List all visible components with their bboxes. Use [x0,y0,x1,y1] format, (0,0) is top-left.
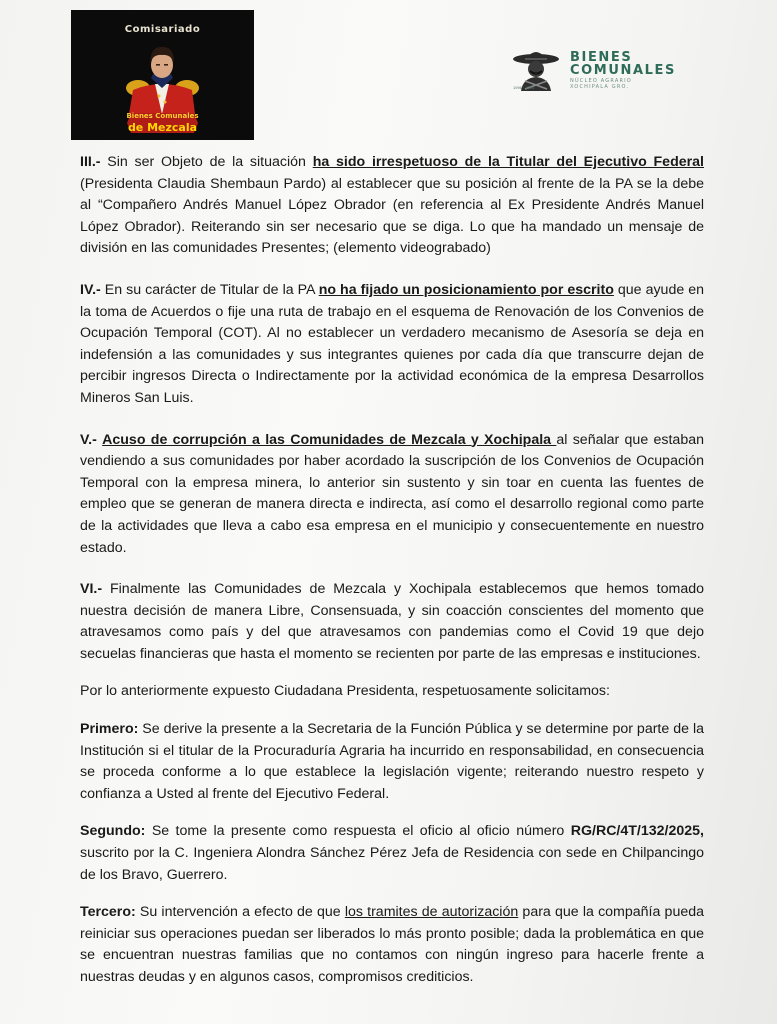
paragraph-text: suscrito por la C. Ingeniera Alondra Sánchez Pérez Jefa de Residencia con sede en Chilpancingo de los Bravo, Guerrero. [80,845,704,883]
paragraph-label: IV.- [80,281,101,298]
underlined-emphasis: Acuso de corrupción a las Comunidades de Mezcala y Xochipala [102,431,557,448]
paragraph-text: Sin ser Objeto de la situación [100,154,313,170]
logo-small-text: 1996 · 2024 [513,85,535,90]
paragraph-label: III.- [80,154,101,170]
oficio-number: RG/RC/4T/132/2025, [570,823,704,840]
paragraph-v [80,430,704,560]
comisariado-logo [71,10,254,140]
underlined-emphasis: no ha fijado un posicionamiento por escrito [318,281,614,298]
paragraph-text: Su intervención a efecto de que [135,904,345,921]
logo-subtitle-line1: NÚCLEO AGRARIO [570,78,632,84]
paragraph-tercero [80,902,704,988]
paragraph-text: (Presidenta Claudia Shembaun Pardo) al establecer que su posición al frente de la PA se la debe al “Compañero Andrés Manuel López Obrador (en referencia al Ex Presidente Andrés Manuel López Obrador). Reiterando sin ser necesario que se diga. Lo que ha mandado un mensaje de división en las comunidades Presentes; (elemento videograbado) [80,175,704,257]
paragraph-text: Finalmente las Comunidades de Mezcala y Xochipala establecemos que hemos tomado nuestra decisión de manera Libre, Consensuada, y sin coacción conscientes del momento que atravesamos como país y del que atravesamos con pandemias como el Covid 19 que dejo secuelas financieras que hasta el momento se recienten por parte de las empresas e instituciones. [80,581,704,662]
underlined-emphasis: ha sido irrespetuoso de la Titular del Ejecutivo Federal [312,154,704,170]
logo-arc-text: Comisariado [124,24,201,35]
paragraph-intro: Por lo anteriormente expuesto Ciudadana Presidenta, respetuosamente solicitamos: [80,683,610,700]
paragraph-text: para que la compañía pueda reiniciar sus operaciones puedan ser liberados lo más pronto posible; dada la problemática en que se encuentran nuestras familias que no contamos con ningún ingreso para hacerle frente a nuestras deudas y en algunos casos, compromisos crediticios. [80,904,705,985]
paragraph-text: Se derive la presente a la Secretaria de la Función Pública y se determine por parte de la Institución si el titular de la Procuraduría Agraria ha incurrido en responsabilidad, en consecuencia se proceda conforme a lo que establece la legislación vigente; reiterando nuestro respeto y confianza a Usted al frente del Ejecutivo Federal. [80,721,704,802]
logo-banner-line1: Bienes Comunales [126,112,199,120]
paragraph-text: Se tome la presente como respuesta el oficio al oficio número [145,823,571,840]
underlined-emphasis: los tramites de autorización [344,904,519,921]
document-body [80,152,704,1005]
paragraph-label: V.- [80,431,97,448]
paragraph-segundo [80,821,704,886]
paragraph-vi [80,579,704,665]
logo-subtitle-line2: XOCHIPALA GRO. [570,84,630,90]
paragraph-text: que ayude en la toma de Acuerdos o fije una ruta de trabajo en el esquema de Renovación de los Convenios de Ocupación Temporal (COT). Al no establecer un verdadero mecanismo de Asesoría se deja en indefensión a las comunidades y sus integrantes quienes por cada día que transcurre dejan de percibir ingresos Directa o Indirectamente por la actividad económica de la empresa Desarrollos Mineros San Luis. [80,281,705,406]
paragraph-label: Tercero: [80,904,136,921]
logo-title-line2: COMUNALES [570,63,676,78]
paragraph-text: En su carácter de Titular de la PA [100,281,319,298]
paragraph-label: Segundo: [80,823,146,840]
logo-banner-line2: de Mezcala [127,121,198,134]
paragraph-label: Primero: [80,721,139,738]
logo-title-line1: BIENES [570,50,633,65]
paragraph-text: al señalar que estaban vendiendo a sus comunidades por haber acordado la suscripción de los Convenios de Ocupación Temporal con la empresa minera, lo anterior sin sustento y sin toar en cuenta las fuentes de empleo que se generan de manera directa e indirecta, así como el desarrollo regional como parte de la actividades que lleva a cabo esa empresa en el municipio y consecuentemente en nuestro estado. [80,431,704,556]
bienes-comunales-logo [511,47,711,93]
paragraph-iii [80,152,704,260]
paragraph-iv [80,280,704,410]
paragraph-label: VI.- [80,581,103,598]
paragraph-primero [80,719,704,805]
